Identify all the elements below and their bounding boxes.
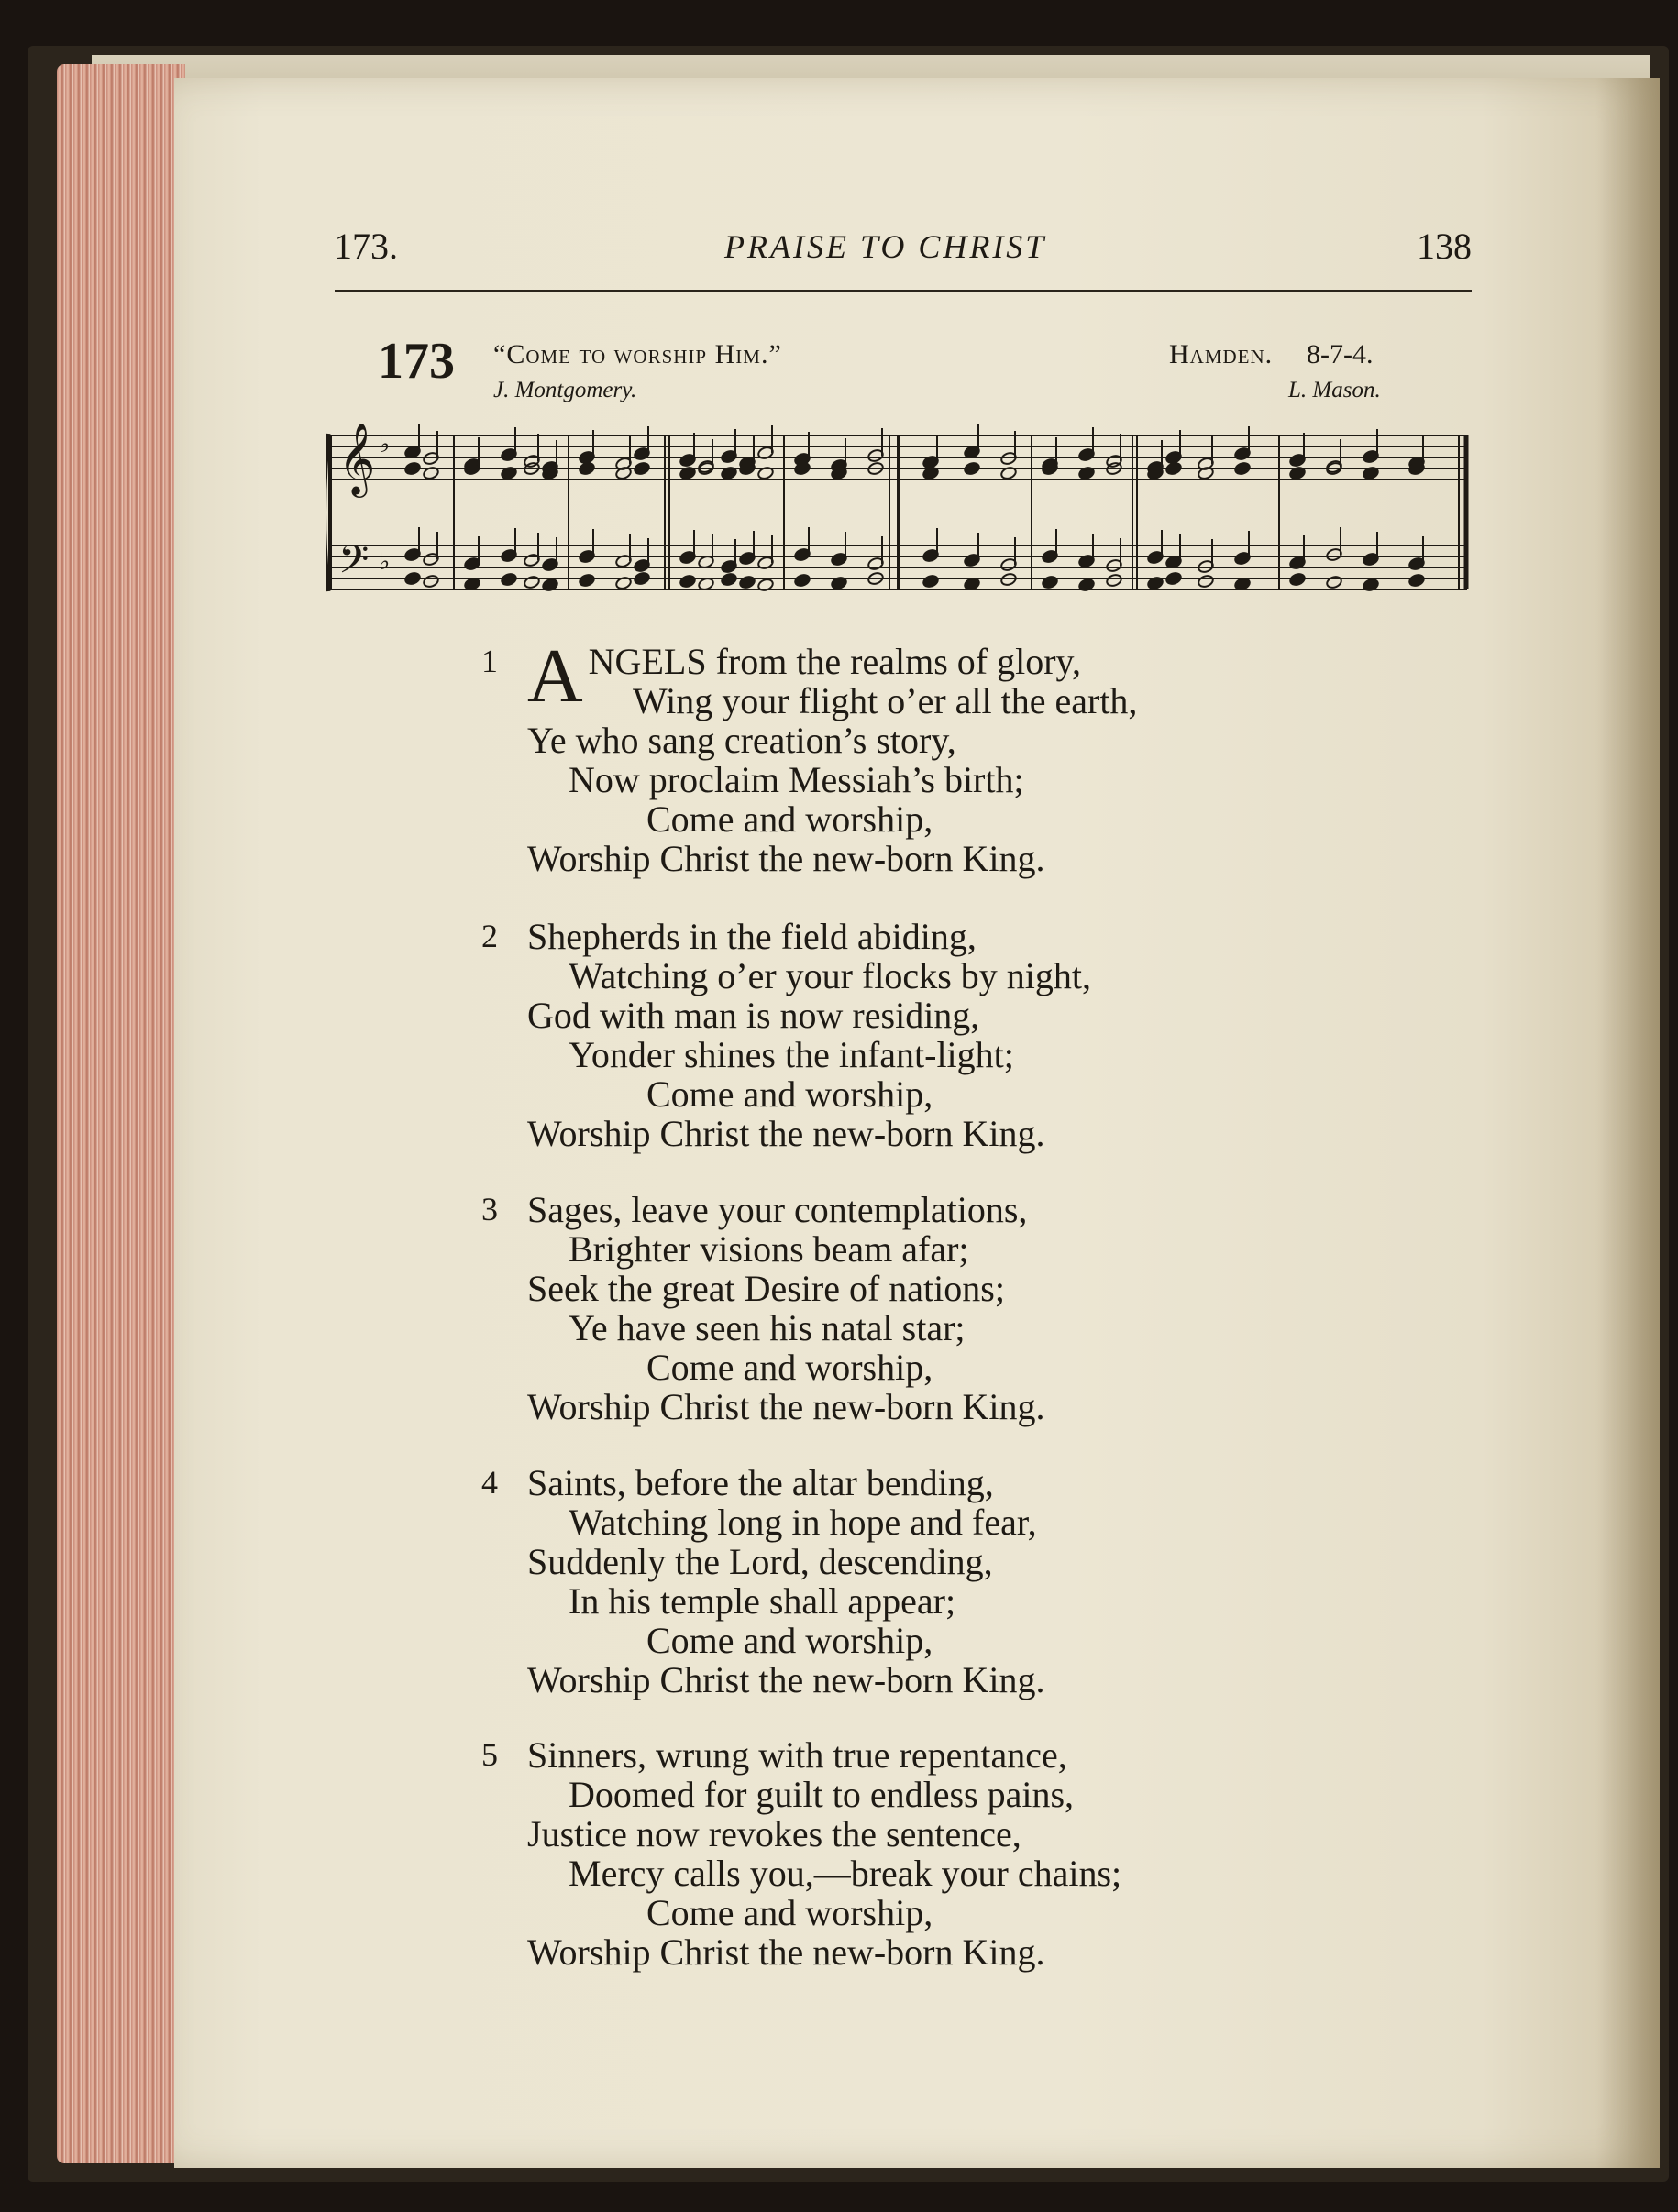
barlines [454, 435, 1466, 589]
note-head [579, 573, 596, 588]
hymn-number: 173 [378, 333, 455, 390]
verse-line: Yonder shines the infant-light; [569, 1034, 1014, 1075]
note-head [1198, 574, 1215, 589]
verse-number: 2 [481, 918, 498, 954]
note-head [1042, 575, 1059, 589]
verse-line: Worship Christ the new-born King. [527, 838, 1045, 879]
verse-line: Doomed for guilt to endless pains, [569, 1774, 1075, 1815]
note-head [1234, 461, 1252, 476]
verse-line: Watching long in hope and fear, [569, 1502, 1037, 1543]
page-number: 138 [1417, 226, 1472, 267]
note-head [1106, 573, 1123, 588]
page-curl-shadow [1595, 78, 1660, 2168]
note-head [423, 574, 440, 589]
verse-line: Brighter visions beam afar; [569, 1228, 969, 1270]
flat-icon: ♭ [379, 431, 391, 457]
system-brace [326, 434, 328, 591]
note-head [964, 461, 981, 476]
tune-name: Hamden. [1169, 339, 1274, 369]
note-head [922, 574, 940, 589]
running-head-title: PRAISE TO CHRIST [724, 228, 1047, 265]
note-head [524, 575, 541, 589]
verse-3 [481, 1189, 1045, 1427]
drop-cap: A [527, 633, 583, 719]
verse-line: Seek the great Desire of nations; [527, 1268, 1005, 1309]
verse-line: Watching o’er your flocks by night, [569, 955, 1091, 996]
note-head [404, 571, 422, 586]
verse-number: 1 [481, 643, 498, 679]
verse-4 [481, 1462, 1045, 1700]
note-head [739, 575, 756, 589]
running-head-hymn-number: 173. [334, 226, 398, 267]
hymn-quote: “Come to worship Him.” [493, 339, 782, 369]
verse-line: Saints, before the altar bending, [527, 1462, 994, 1503]
verse-line: Worship Christ the new-born King. [527, 1659, 1045, 1700]
verse-line: God with man is now residing, [527, 995, 980, 1036]
verse-1 [481, 633, 1138, 879]
note-head [634, 571, 651, 586]
verse-line: Now proclaim Messiah’s birth; [569, 759, 1024, 800]
verse-line: Shepherds in the field abiding, [527, 916, 977, 957]
verse-number: 4 [481, 1464, 498, 1501]
verse-line: Worship Christ the new-born King. [527, 1113, 1045, 1154]
verse-line: Ye who sang creation’s story, [527, 720, 956, 761]
note-head [579, 461, 596, 476]
flat-icon: ♭ [379, 548, 391, 575]
note-head [1165, 461, 1183, 476]
verse-line: Wing your flight o’er all the earth, [633, 680, 1138, 721]
header-rule [335, 290, 1472, 292]
verse-line: Justice now revokes the sentence, [527, 1813, 1021, 1854]
treble-clef-icon: 𝄞 [338, 423, 376, 495]
composer: L. Mason. [1288, 378, 1381, 402]
page-stack-edges [57, 64, 185, 2163]
verse-line: Come and worship, [646, 798, 933, 840]
verse-line-text: from the realms of glory, [706, 641, 1081, 682]
verse-line: Worship Christ the new-born King. [527, 1386, 1045, 1427]
note-head [1165, 571, 1183, 586]
verse-line: In his temple shall appear; [569, 1580, 956, 1622]
verse-line: Worship Christ the new-born King. [527, 1931, 1045, 1973]
verse-line: Suddenly the Lord, descending, [527, 1541, 993, 1582]
verse-2 [481, 916, 1091, 1154]
verse-line: Come and worship, [646, 1347, 933, 1388]
meter: 8-7-4. [1307, 339, 1374, 369]
note-head [404, 461, 422, 476]
verse-5 [481, 1734, 1122, 1973]
note-head [721, 572, 738, 587]
author: J. Montgomery. [493, 378, 637, 402]
verse-line: Mercy calls you,—break your chains; [569, 1853, 1122, 1894]
verse-line: Come and worship, [646, 1620, 933, 1661]
note-head [794, 573, 811, 588]
note-head [634, 461, 651, 476]
note-head [501, 572, 518, 587]
verse-line: Come and worship, [646, 1073, 933, 1115]
bass-clef-icon: 𝄢 [338, 537, 370, 592]
verse-line: Sages, leave your contemplations, [527, 1189, 1028, 1230]
note-head [1408, 573, 1426, 588]
verse-line: Sinners, wrung with true repentance, [527, 1734, 1067, 1776]
first-word: NGELS [588, 641, 707, 682]
verse-number: 5 [481, 1736, 498, 1773]
music-score [326, 417, 1472, 614]
verse-number: 3 [481, 1191, 498, 1227]
note-head [1289, 572, 1307, 587]
verse-line: Come and worship, [646, 1892, 933, 1933]
note-head [679, 574, 697, 589]
note-head [1326, 575, 1343, 589]
verse-line: Ye have seen his natal star; [569, 1307, 966, 1348]
